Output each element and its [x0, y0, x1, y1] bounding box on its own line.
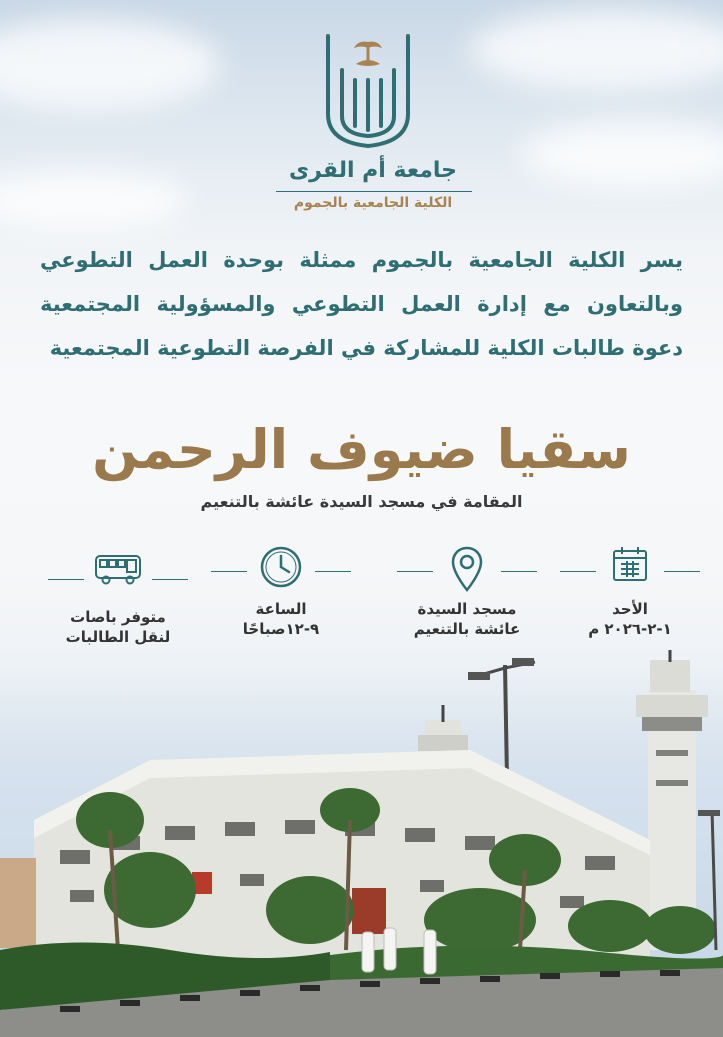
- university-logo: [322, 30, 414, 150]
- location-line-2: عائشة بالتنعيم: [413, 620, 521, 638]
- bus-icon: [94, 553, 142, 587]
- college-name: الكلية الجامعية بالجموم: [293, 195, 453, 211]
- location-pin-icon: [450, 545, 484, 593]
- intro-paragraph: يسر الكلية الجامعية بالجموم ممثلة بوحدة العمل التطوعي وبالتعاون مع إدارة العمل التطوعي والمسؤولية المجتمعية دعوة طالبات الكلية للمشاركة في الفرصة التطوعية المجتمعية: [40, 248, 683, 360]
- date-value: ١-٢-٢٠٢٦ م: [588, 620, 672, 638]
- event-title: سقيا ضيوف الرحمن: [92, 418, 631, 481]
- info-date: [560, 545, 700, 639]
- location-line-1: مسجد السيدة: [417, 600, 517, 618]
- calendar-icon: [611, 545, 649, 583]
- university-name: جامعة أم القرى: [289, 158, 457, 183]
- info-location: [397, 545, 537, 639]
- clock-icon: [259, 545, 303, 589]
- info-transport: [48, 545, 188, 647]
- logo-divider: [276, 191, 472, 192]
- date-day: الأحد: [612, 600, 648, 618]
- time-label: الساعة: [255, 600, 307, 618]
- mosque-photo: [0, 650, 723, 1037]
- transport-line-1: متوفر باصات: [70, 608, 166, 626]
- info-time: [211, 545, 351, 639]
- transport-line-2: لنقل الطالبات: [65, 628, 171, 646]
- event-location-subtitle: المقامة في مسجد السيدة عائشة بالتنعيم: [200, 492, 523, 511]
- time-value: ٩-١٢صباحًا: [242, 620, 320, 638]
